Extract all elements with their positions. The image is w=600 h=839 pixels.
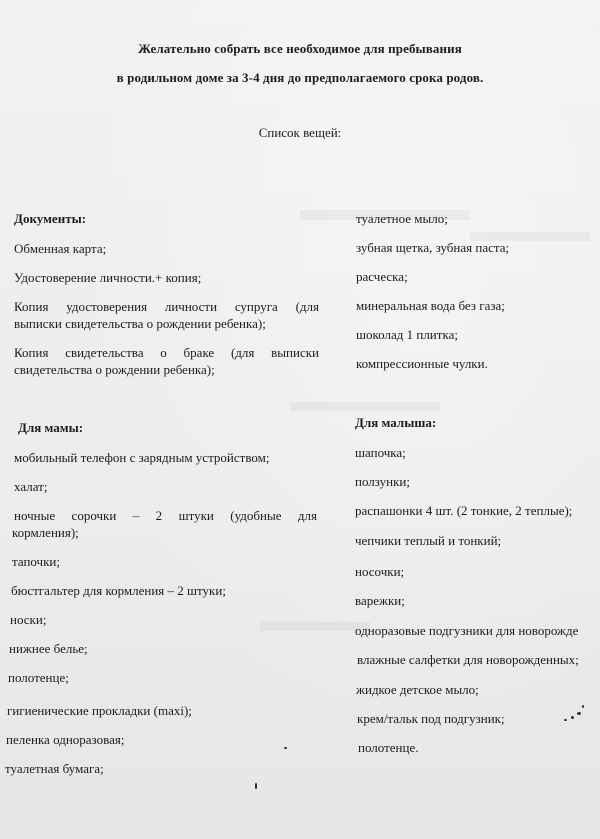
ink-speck bbox=[564, 719, 567, 721]
list-item: ночные сорочки – 2 штуки (удобные для bbox=[14, 508, 317, 523]
page-title-line-2: в родильном доме за 3-4 дня до предполагаемого срока родов. bbox=[116, 70, 484, 85]
list-item: шапочка; bbox=[355, 445, 406, 460]
baby-heading: Для малыша: bbox=[355, 415, 437, 430]
list-item: туалетная бумага; bbox=[5, 761, 104, 776]
list-item: ползунки; bbox=[355, 474, 410, 489]
list-item: выписки свидетельства о рождении ребенка); bbox=[14, 316, 266, 331]
list-item: тапочки; bbox=[12, 554, 60, 569]
ink-speck bbox=[255, 783, 257, 789]
ink-speck bbox=[284, 747, 287, 749]
ink-speck bbox=[582, 705, 584, 708]
documents-heading: Документы: bbox=[14, 211, 87, 226]
list-item: варежки; bbox=[355, 593, 405, 608]
list-item: компрессионные чулки. bbox=[356, 356, 488, 371]
list-item: халат; bbox=[14, 479, 48, 494]
ink-speck bbox=[577, 712, 581, 715]
list-item: Обменная карта; bbox=[14, 241, 107, 256]
list-item: кормления); bbox=[12, 525, 79, 540]
list-item: полотенце. bbox=[358, 740, 419, 755]
list-item: гигиенические прокладки (maxi); bbox=[7, 703, 192, 718]
list-item: мобильный телефон с зарядным устройством; bbox=[14, 450, 270, 465]
bleed-through-mark bbox=[290, 402, 440, 411]
list-item: носочки; bbox=[355, 564, 405, 579]
list-item: крем/тальк под подгузник; bbox=[357, 711, 505, 726]
list-item: минеральная вода без газа; bbox=[356, 298, 505, 313]
list-item: носки; bbox=[10, 612, 47, 627]
list-item: одноразовые подгузники для новорожде bbox=[355, 623, 579, 638]
mom-heading: Для мамы: bbox=[18, 420, 84, 435]
list-item: влажные салфетки для новорожденных; bbox=[357, 652, 579, 667]
list-item: Копия удостоверения личности супруга (для bbox=[14, 299, 319, 314]
list-item: полотенце; bbox=[8, 670, 69, 685]
list-item: жидкое детское мыло; bbox=[356, 682, 479, 697]
list-title: Список вещей: bbox=[258, 125, 342, 140]
list-item: Удостоверение личности.+ копия; bbox=[14, 270, 202, 285]
list-item: Копия свидетельства о браке (для выписки bbox=[14, 345, 319, 360]
list-item: шоколад 1 плитка; bbox=[356, 327, 458, 342]
list-item: нижнее белье; bbox=[9, 641, 88, 656]
list-item: туалетное мыло; bbox=[356, 211, 448, 226]
list-item: свидетельства о рождении ребенка); bbox=[14, 362, 215, 377]
list-item: распашонки 4 шт. (2 тонкие, 2 теплые); bbox=[355, 503, 573, 518]
list-item: пеленка одноразовая; bbox=[6, 732, 125, 747]
list-item: бюстгальтер для кормления – 2 штуки; bbox=[11, 583, 226, 598]
list-item: зубная щетка, зубная паста; bbox=[356, 240, 510, 255]
list-item: расческа; bbox=[356, 269, 408, 284]
list-item: чепчики теплый и тонкий; bbox=[355, 533, 502, 548]
page-title-line-1: Желательно собрать все необходимое для пребывания bbox=[138, 41, 462, 56]
ink-speck bbox=[571, 716, 574, 719]
bleed-through-mark bbox=[260, 622, 370, 631]
